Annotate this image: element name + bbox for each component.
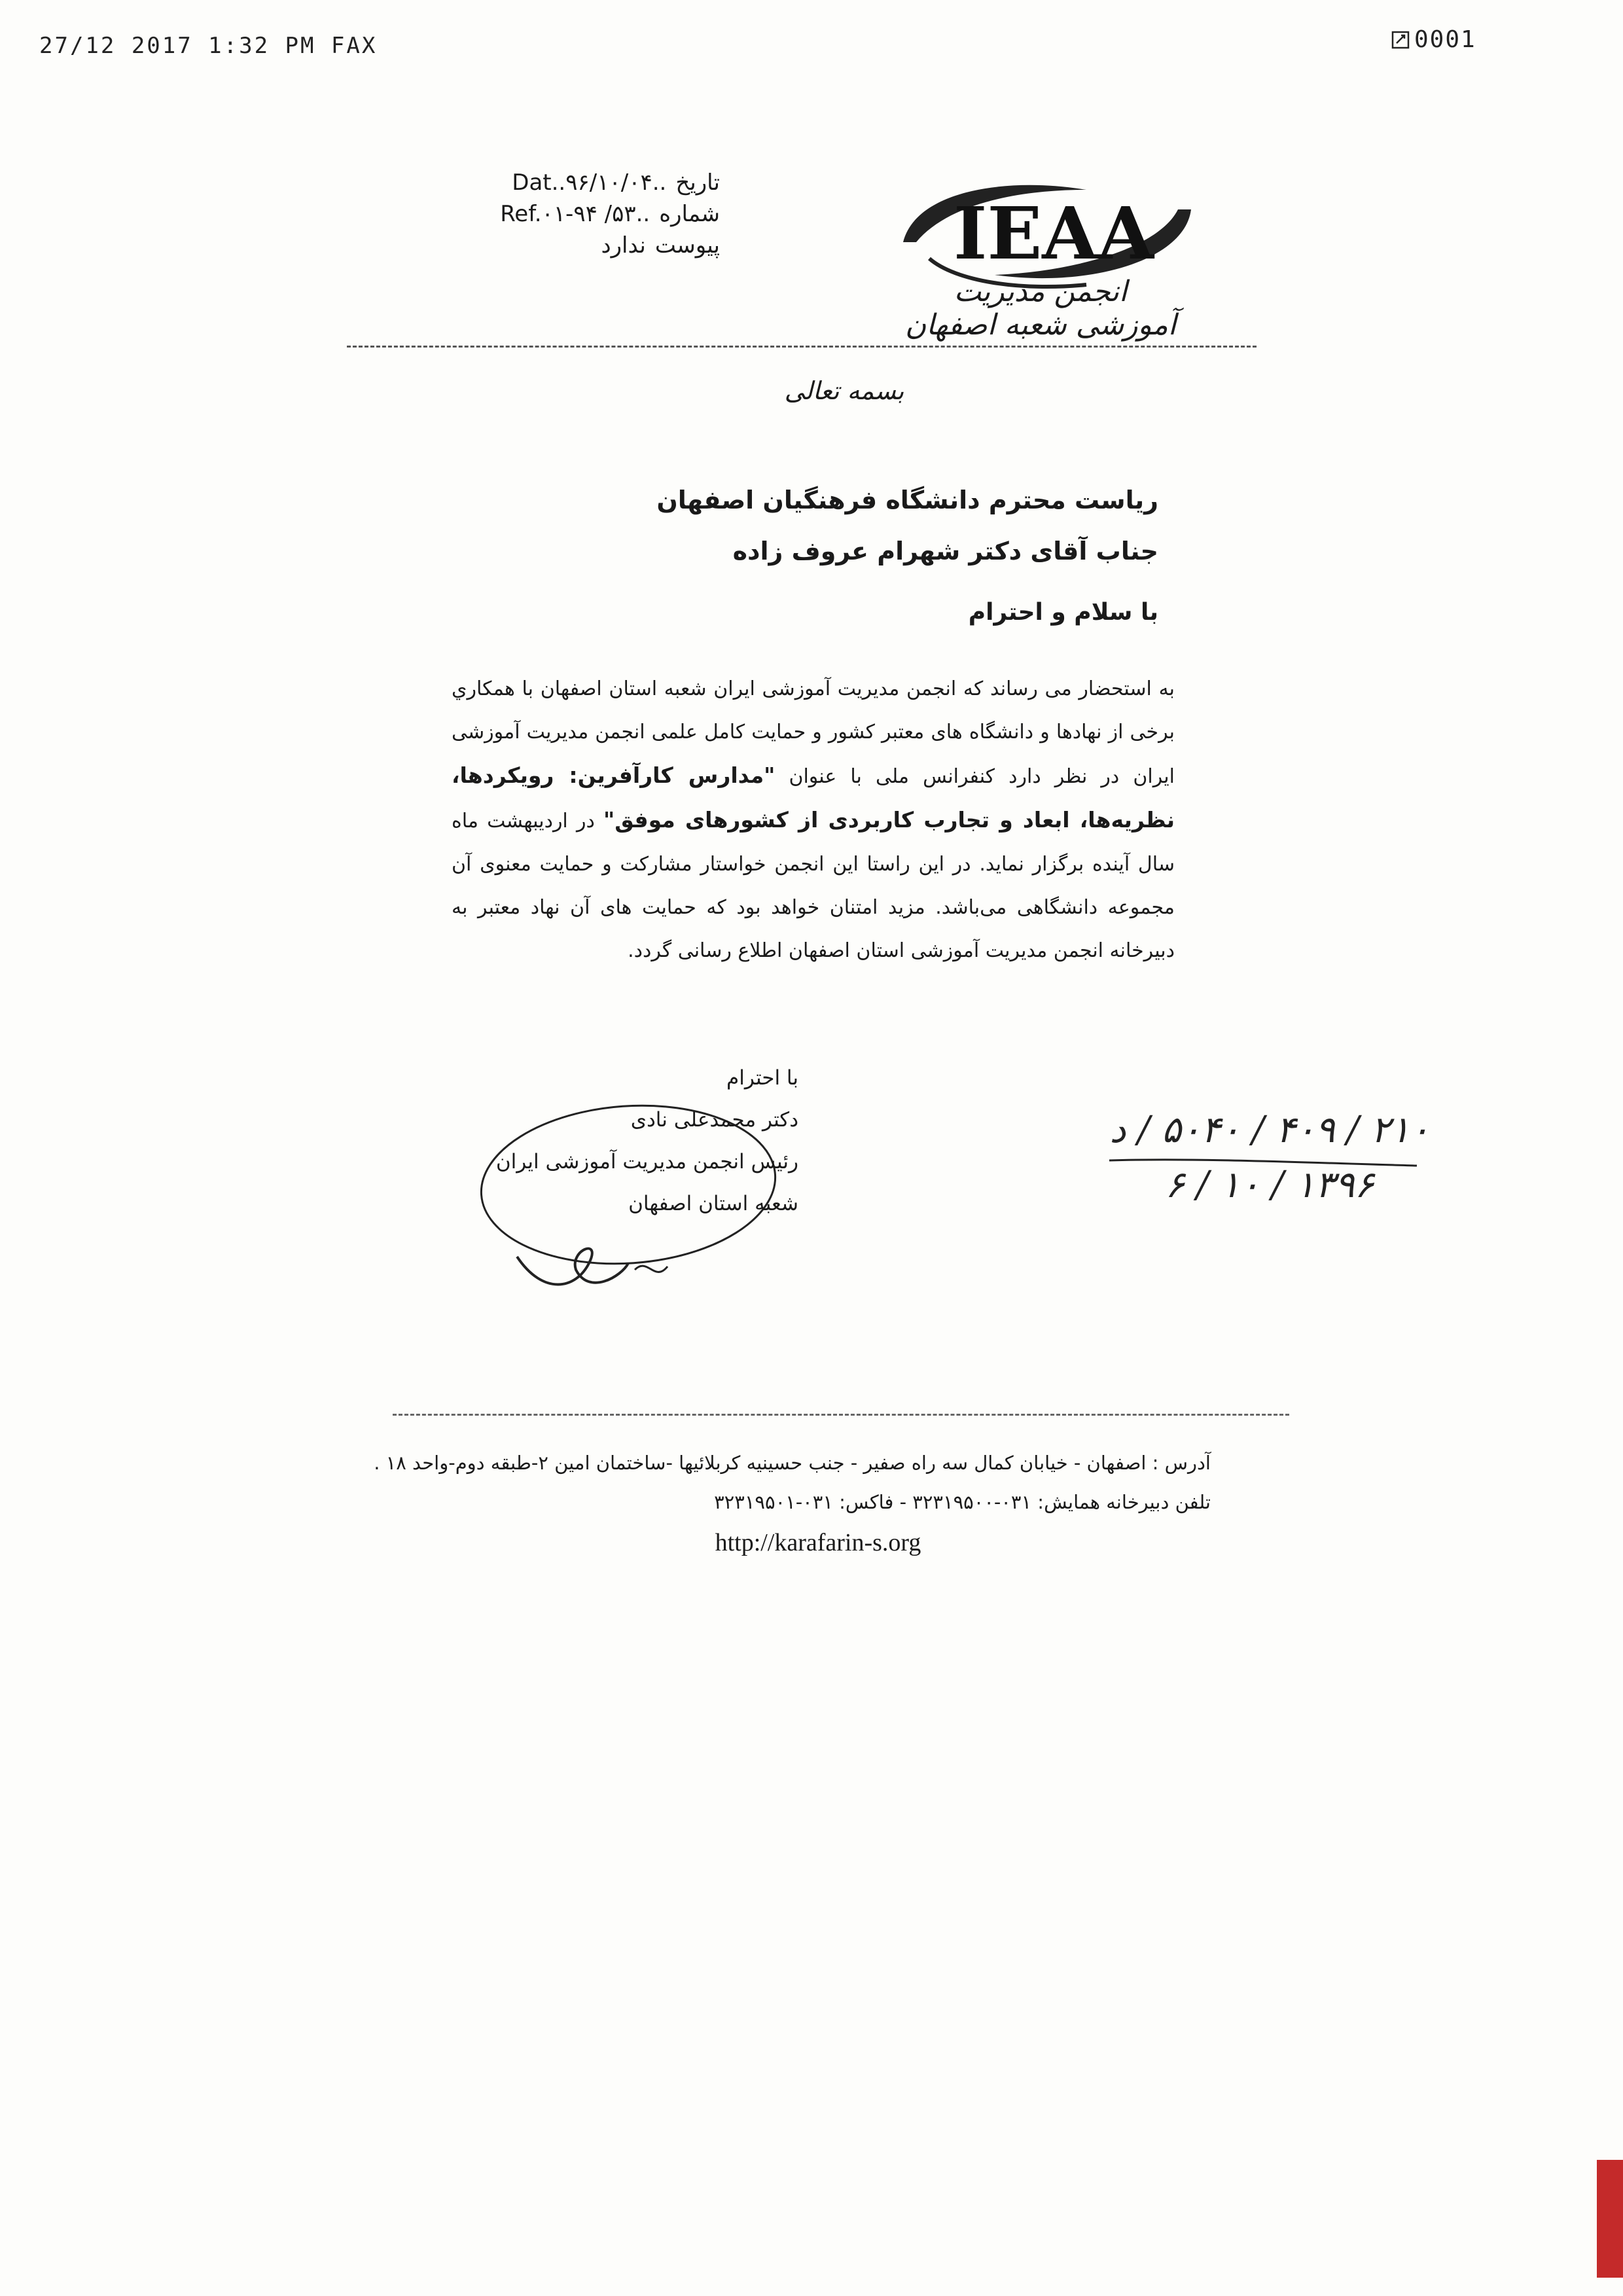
recipient [654,475,1158,577]
recipient-line1: ریاست محترم دانشگاه فرهنگیان اصفهان [656,486,1158,514]
attachment-label: پیوست [654,232,720,259]
recipient-line2: جناب آقای دکتر شهرام عروف زاده [732,537,1158,565]
fax-header: 27/12 2017 1:32 PM FAX [39,33,378,59]
meta-attachment [445,230,720,261]
fax-page-icon [1391,30,1410,50]
logo-text: IEAA [954,191,1154,276]
website-url[interactable]: http://karafarin-s.org [715,1529,921,1556]
salutation: با سلام و احترام [968,599,1158,626]
logo-subtitle: انجمن مدیریت آموزشی شعبه اصفهان [904,275,1177,342]
letter-body [452,668,1175,973]
handwritten-line1: ۲۱۰ / ۴۰۹ / ۵۰۴۰ / د [1109,1109,1430,1151]
handwritten-line2: ۱۳۹۶ / ۱۰ / ۶ [1165,1164,1374,1206]
signatory-branch: شعبه استان اصفهان [628,1192,798,1215]
body-paragraph [452,668,1175,973]
letter-meta [445,167,720,261]
page-number: 0001 [1414,26,1476,53]
signatory-name: دکتر محمدعلی نادی [630,1108,798,1132]
body-part1: به استحضار می رساند که انجمن مدیریت آموزشی ایران شعبه استان اصفهان با همکاري برخی از نهادها و دانشگاه های معتبر کشور و حمایت کامل علمی انجمن مدیریت آموزشی ایران در نظر دارد کنفرانس ملی با عنوان [452,677,1175,788]
edge-mark [1597,2160,1623,2278]
signatory-title: رئیس انجمن مدیریت آموزشی ایران [495,1150,798,1174]
date-label: تاریخ [675,170,720,196]
footer [366,1443,1211,1522]
number-value: Ref.۰۱-۹۴ /۵۳.. [500,201,651,227]
date-value: Dat..۹۶/۱۰/۰۴.. [512,170,667,196]
conference-title: "مدارس کارآفرین: رویکردها، نظریه‌ها، ابعاد و تجارب کاربردی از کشورهای موفق" [452,762,1175,833]
meta-number [445,198,720,230]
signature-closing: با احترام [726,1066,798,1090]
footer-address: آدرس : اصفهان - خیابان کمال سه راه صفیر - جنب حسینیه کربلائیها -ساختمان امین ۲-طبقه دوم-واحد ۱۸ . [374,1452,1211,1474]
meta-date [445,167,720,198]
handwritten-underline [1106,1155,1420,1168]
attachment-value: ندارد [601,232,646,259]
footer-divider [393,1414,1289,1416]
invocation: بسمه تعالی [784,376,904,405]
header-divider [347,346,1257,348]
body-part2: در اردیبهشت ماه سال آینده برگزار نماید. در این راستا این انجمن خواستار مشارکت و حمایت معنوی آن مجموعه دانشگاهی می‌باشد. مزید امتنان خواهد بود که حمایت های آن نهاد معتبر به دبیرخانه انجمن مدیریت آموزشی استان اصفهان اطلاع رسانی گردد. [452,810,1175,962]
footer-phone: تلفن دبیرخانه همایش: ۰۳۱-۳۲۳۱۹۵۰۰ - فاکس: ۰۳۱-۳۲۳۱۹۵۰۱ [714,1491,1211,1513]
signature-block [458,1057,798,1225]
number-label: شماره [659,201,720,227]
page-counter [1391,26,1476,53]
